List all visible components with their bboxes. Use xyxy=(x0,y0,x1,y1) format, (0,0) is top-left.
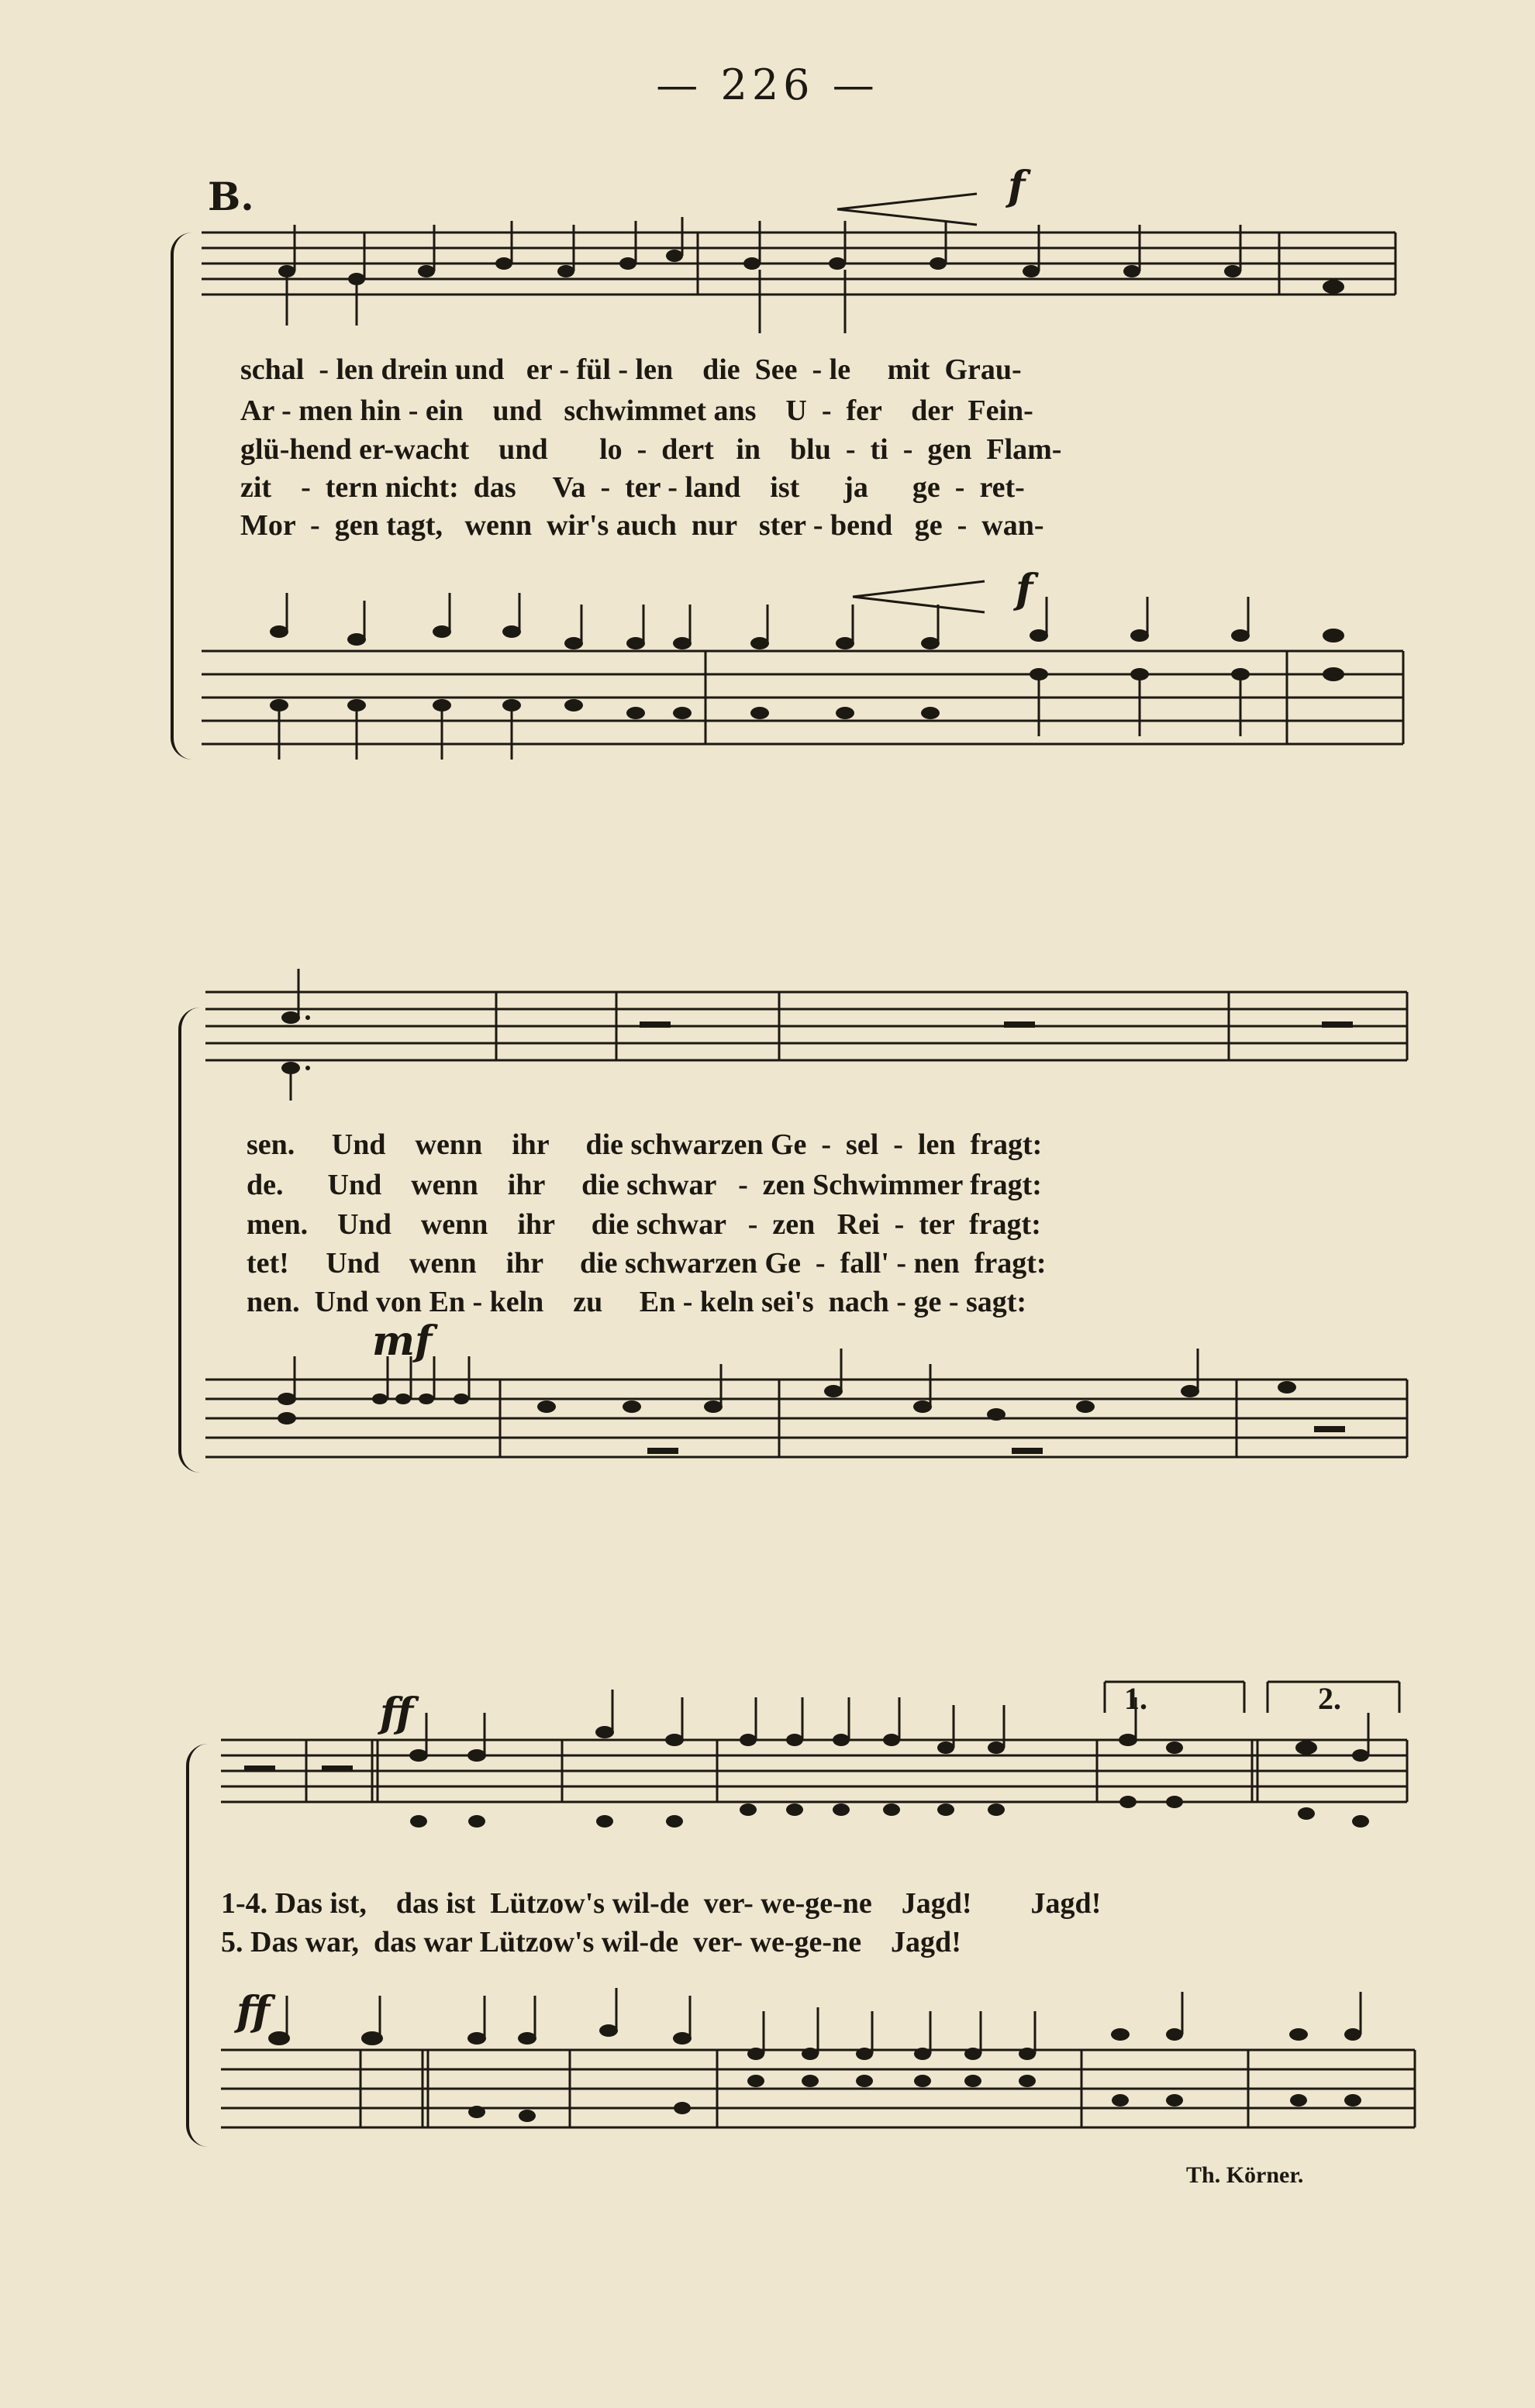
dynamic-forte-upper: f xyxy=(1008,163,1026,210)
author-credit: Th. Körner. xyxy=(1186,2162,1304,2188)
section-mark: B. xyxy=(208,174,254,219)
system-1-upper-staff xyxy=(202,209,1403,364)
lyric-line: Ar - men hin - ein und schwimmet ans U - fer der Fein- xyxy=(240,394,1033,427)
lyric-line: zit - tern nicht: das Va - ter - land ist ja ge - ret- xyxy=(240,471,1025,504)
dynamic-forte-lower: f xyxy=(1016,566,1033,613)
system-2-lower-staff xyxy=(205,1333,1415,1488)
system-1-brace xyxy=(171,233,192,760)
system-3-lower-staff xyxy=(221,1992,1430,2147)
lyric-line: nen. Und von En - keln zu En - keln sei's nach - ge - sagt: xyxy=(247,1286,1027,1318)
system-2-brace xyxy=(178,1008,200,1473)
page-number: — 226 — xyxy=(656,60,879,109)
lyric-line: 5. Das war, das war Lützow's wil-de ver- we-ge-ne Jagd! xyxy=(221,1926,961,1958)
dynamic-fortissimo-upper: ff xyxy=(380,1690,414,1737)
system-3-upper-staff xyxy=(221,1666,1430,1837)
system-3-brace xyxy=(186,1744,208,2147)
lyric-line: sen. Und wenn ihr die schwarzen Ge - sel - len fragt: xyxy=(247,1128,1043,1161)
dynamic-fortissimo-lower: ff xyxy=(236,1988,271,2035)
dynamic-mezzoforte: mf xyxy=(372,1318,433,1365)
volta-first-ending: 1. xyxy=(1124,1681,1147,1716)
system-1-lower-staff xyxy=(202,597,1411,775)
volta-second-ending: 2. xyxy=(1318,1681,1341,1716)
lyric-line: 1-4. Das ist, das ist Lützow's wil-de ver- we-ge-ne Jagd! Jagd! xyxy=(221,1887,1102,1920)
lyric-line: glü-hend er-wacht und lo - dert in blu - ti - gen Flam- xyxy=(240,433,1062,466)
lyric-line: schal - len drein und er - fül - len die See - le mit Grau- xyxy=(240,353,1022,386)
lyric-line: tet! Und wenn ihr die schwarzen Ge - fall' - nen fragt: xyxy=(247,1247,1047,1280)
lyric-line: de. Und wenn ihr die schwar - zen Schwimmer fragt: xyxy=(247,1169,1042,1201)
lyric-line: Mor - gen tagt, wenn wir's auch nur ster - bend ge - wan- xyxy=(240,509,1044,542)
lyric-line: men. Und wenn ihr die schwar - zen Rei - ter fragt: xyxy=(247,1208,1041,1241)
system-2-upper-staff xyxy=(205,969,1415,1093)
